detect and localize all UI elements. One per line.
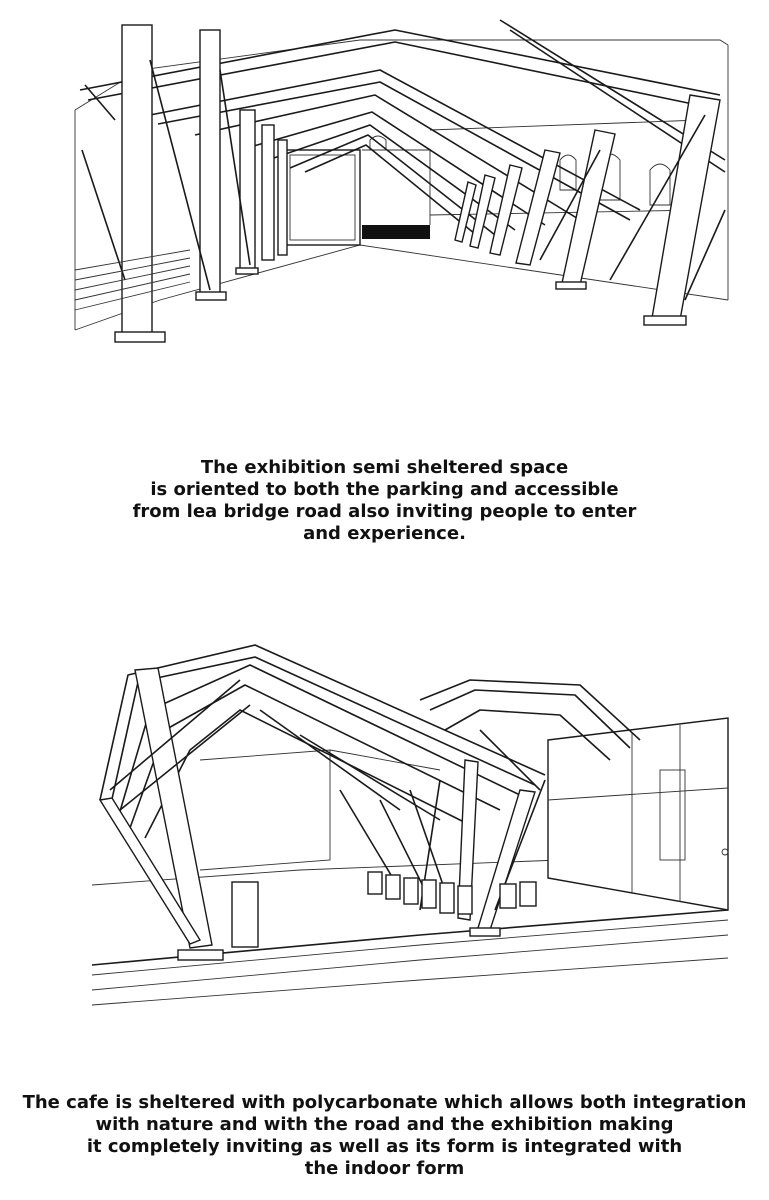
roof-rafters [80, 20, 725, 238]
caption-line: The cafe is sheltered with polycarbonate which allows both integration [22, 1092, 747, 1113]
caption-line: The exhibition semi sheltered space [200, 457, 569, 478]
diagonal-braces [82, 60, 725, 300]
exhibition-caption [0, 457, 769, 545]
caption-line: the indoor form [304, 1158, 465, 1179]
cafe-caption [0, 1092, 769, 1180]
back-wall [200, 750, 440, 870]
caption-line: and experience. [303, 523, 466, 544]
exhibition-frame-drawing [0, 0, 769, 360]
caption-line: from lea bridge road also inviting people to enter [132, 501, 637, 522]
cafe-frame-svg [0, 640, 769, 1020]
steel-columns [100, 668, 545, 948]
central-opening [285, 150, 430, 245]
exhibition-frame-svg [0, 0, 769, 360]
indoor-glazed-building [548, 718, 728, 910]
caption-line: is oriented to both the parking and accessible [150, 479, 619, 500]
caption-line: with nature and with the road and the exhibition making [95, 1114, 674, 1135]
cafe-frame-drawing [0, 640, 769, 1020]
steel-columns [122, 25, 720, 335]
caption-line: it completely inviting as well as its form is integrated with [86, 1136, 683, 1157]
